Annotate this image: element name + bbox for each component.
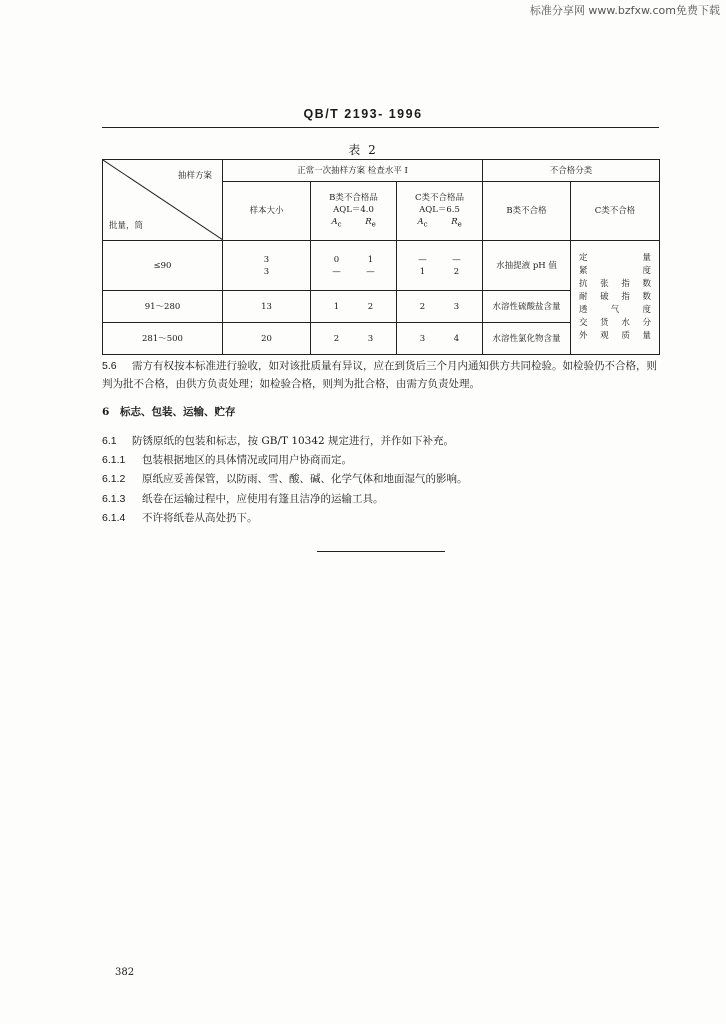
lot-cell: 91～280 xyxy=(103,291,223,323)
b-acre-cell: 0 1 — — xyxy=(311,241,397,291)
clause-number: 6.1.1 xyxy=(102,454,126,466)
scheme-header: 正常一次抽样方案 检查水平 I xyxy=(223,160,483,182)
section-6-heading xyxy=(102,403,659,421)
sample-size-cell: 20 xyxy=(223,323,311,355)
header-rule xyxy=(102,127,659,128)
table-row xyxy=(103,241,660,291)
c-items-cell: 定 量 紧 度 抗张指数 耐破指数 透 气 度 交货水分 外观质量 xyxy=(571,241,660,355)
c-acre-cell: 3 4 xyxy=(397,323,483,355)
b-item-cell: 水溶性硫酸盐含量 xyxy=(483,291,571,323)
sample-size-cell: 3 3 xyxy=(223,241,311,291)
document-header: QB/T 2193- 1996 xyxy=(303,107,423,121)
b-acre-cell: 1 2 xyxy=(311,291,397,323)
clause-number: 6.1.2 xyxy=(102,473,126,485)
clause-number: 6.1 xyxy=(102,435,117,447)
clause-6-1-3 xyxy=(102,490,659,508)
table-caption: 表 2 xyxy=(348,143,378,157)
clause-text: 不许将纸卷从高处扔下。 xyxy=(142,512,258,524)
paragraph-5-6 xyxy=(102,357,659,393)
c-acre-cell: — — 1 2 xyxy=(397,241,483,291)
b-aql-header: B类不合格品 AQL＝4.0 $A_c$ $R_e$ xyxy=(311,182,397,241)
section-number: 6 xyxy=(102,406,110,418)
clause-text: 防锈原纸的包装和标志，按 GB/T 10342 规定进行，并作如下补充。 xyxy=(132,435,455,447)
sample-size-header: 样本大小 xyxy=(223,182,311,241)
corner-label-lot: 批量，筒 xyxy=(109,221,144,231)
sample-size-cell: 13 xyxy=(223,291,311,323)
c-acre-cell: 2 3 xyxy=(397,291,483,323)
lot-cell: 281～500 xyxy=(103,323,223,355)
c-class-header: C类不合格 xyxy=(571,182,660,241)
b-item-cell: 水溶性氯化物含量 xyxy=(483,323,571,355)
corner-label-scheme: 抽样方案 xyxy=(177,171,212,181)
b-item-cell: 水抽提液 pH 值 xyxy=(483,241,571,291)
b-class-header: B类不合格 xyxy=(483,182,571,241)
clause-text: 纸卷在运输过程中，应使用有篷且洁净的运输工具。 xyxy=(142,493,384,505)
clause-number: 5.6 xyxy=(102,360,117,372)
end-rule xyxy=(317,551,445,552)
c-aql-header: C类不合格品 AQL＝6.5 $A_c$ $R_e$ xyxy=(397,182,483,241)
lot-cell: ≤90 xyxy=(103,241,223,291)
b-acre-cell: 2 3 xyxy=(311,323,397,355)
clause-number: 6.1.4 xyxy=(102,512,126,524)
class-header: 不合格分类 xyxy=(483,160,660,182)
section-title: 标志、包装、运输、贮存 xyxy=(120,406,236,418)
clause-6-1-4 xyxy=(102,509,659,527)
clause-6-1 xyxy=(102,432,659,450)
clause-text: 包装根据地区的具体情况或同用户协商而定。 xyxy=(142,454,352,466)
page-number: 382 xyxy=(115,967,135,978)
watermark: 标准分享网 www.bzfxw.com免费下载 xyxy=(529,4,720,17)
clause-6-1-1 xyxy=(102,451,659,469)
clause-6-1-2 xyxy=(102,470,659,488)
clause-number: 6.1.3 xyxy=(102,493,126,505)
clause-text: 需方有权按本标准进行验收，如对该批质量有异议，应在到货后三个月内通知供方共同检验。如检验仍不合格，则判为批不合格，由供方负责处理；如检验合格，则判为批合格，由需方负责处理。 xyxy=(102,360,657,390)
table-corner-cell xyxy=(103,160,223,241)
clause-text: 原纸应妥善保管，以防雨、雪、酸、碱、化学气体和地面湿气的影响。 xyxy=(142,473,468,485)
sampling-table xyxy=(102,159,660,355)
